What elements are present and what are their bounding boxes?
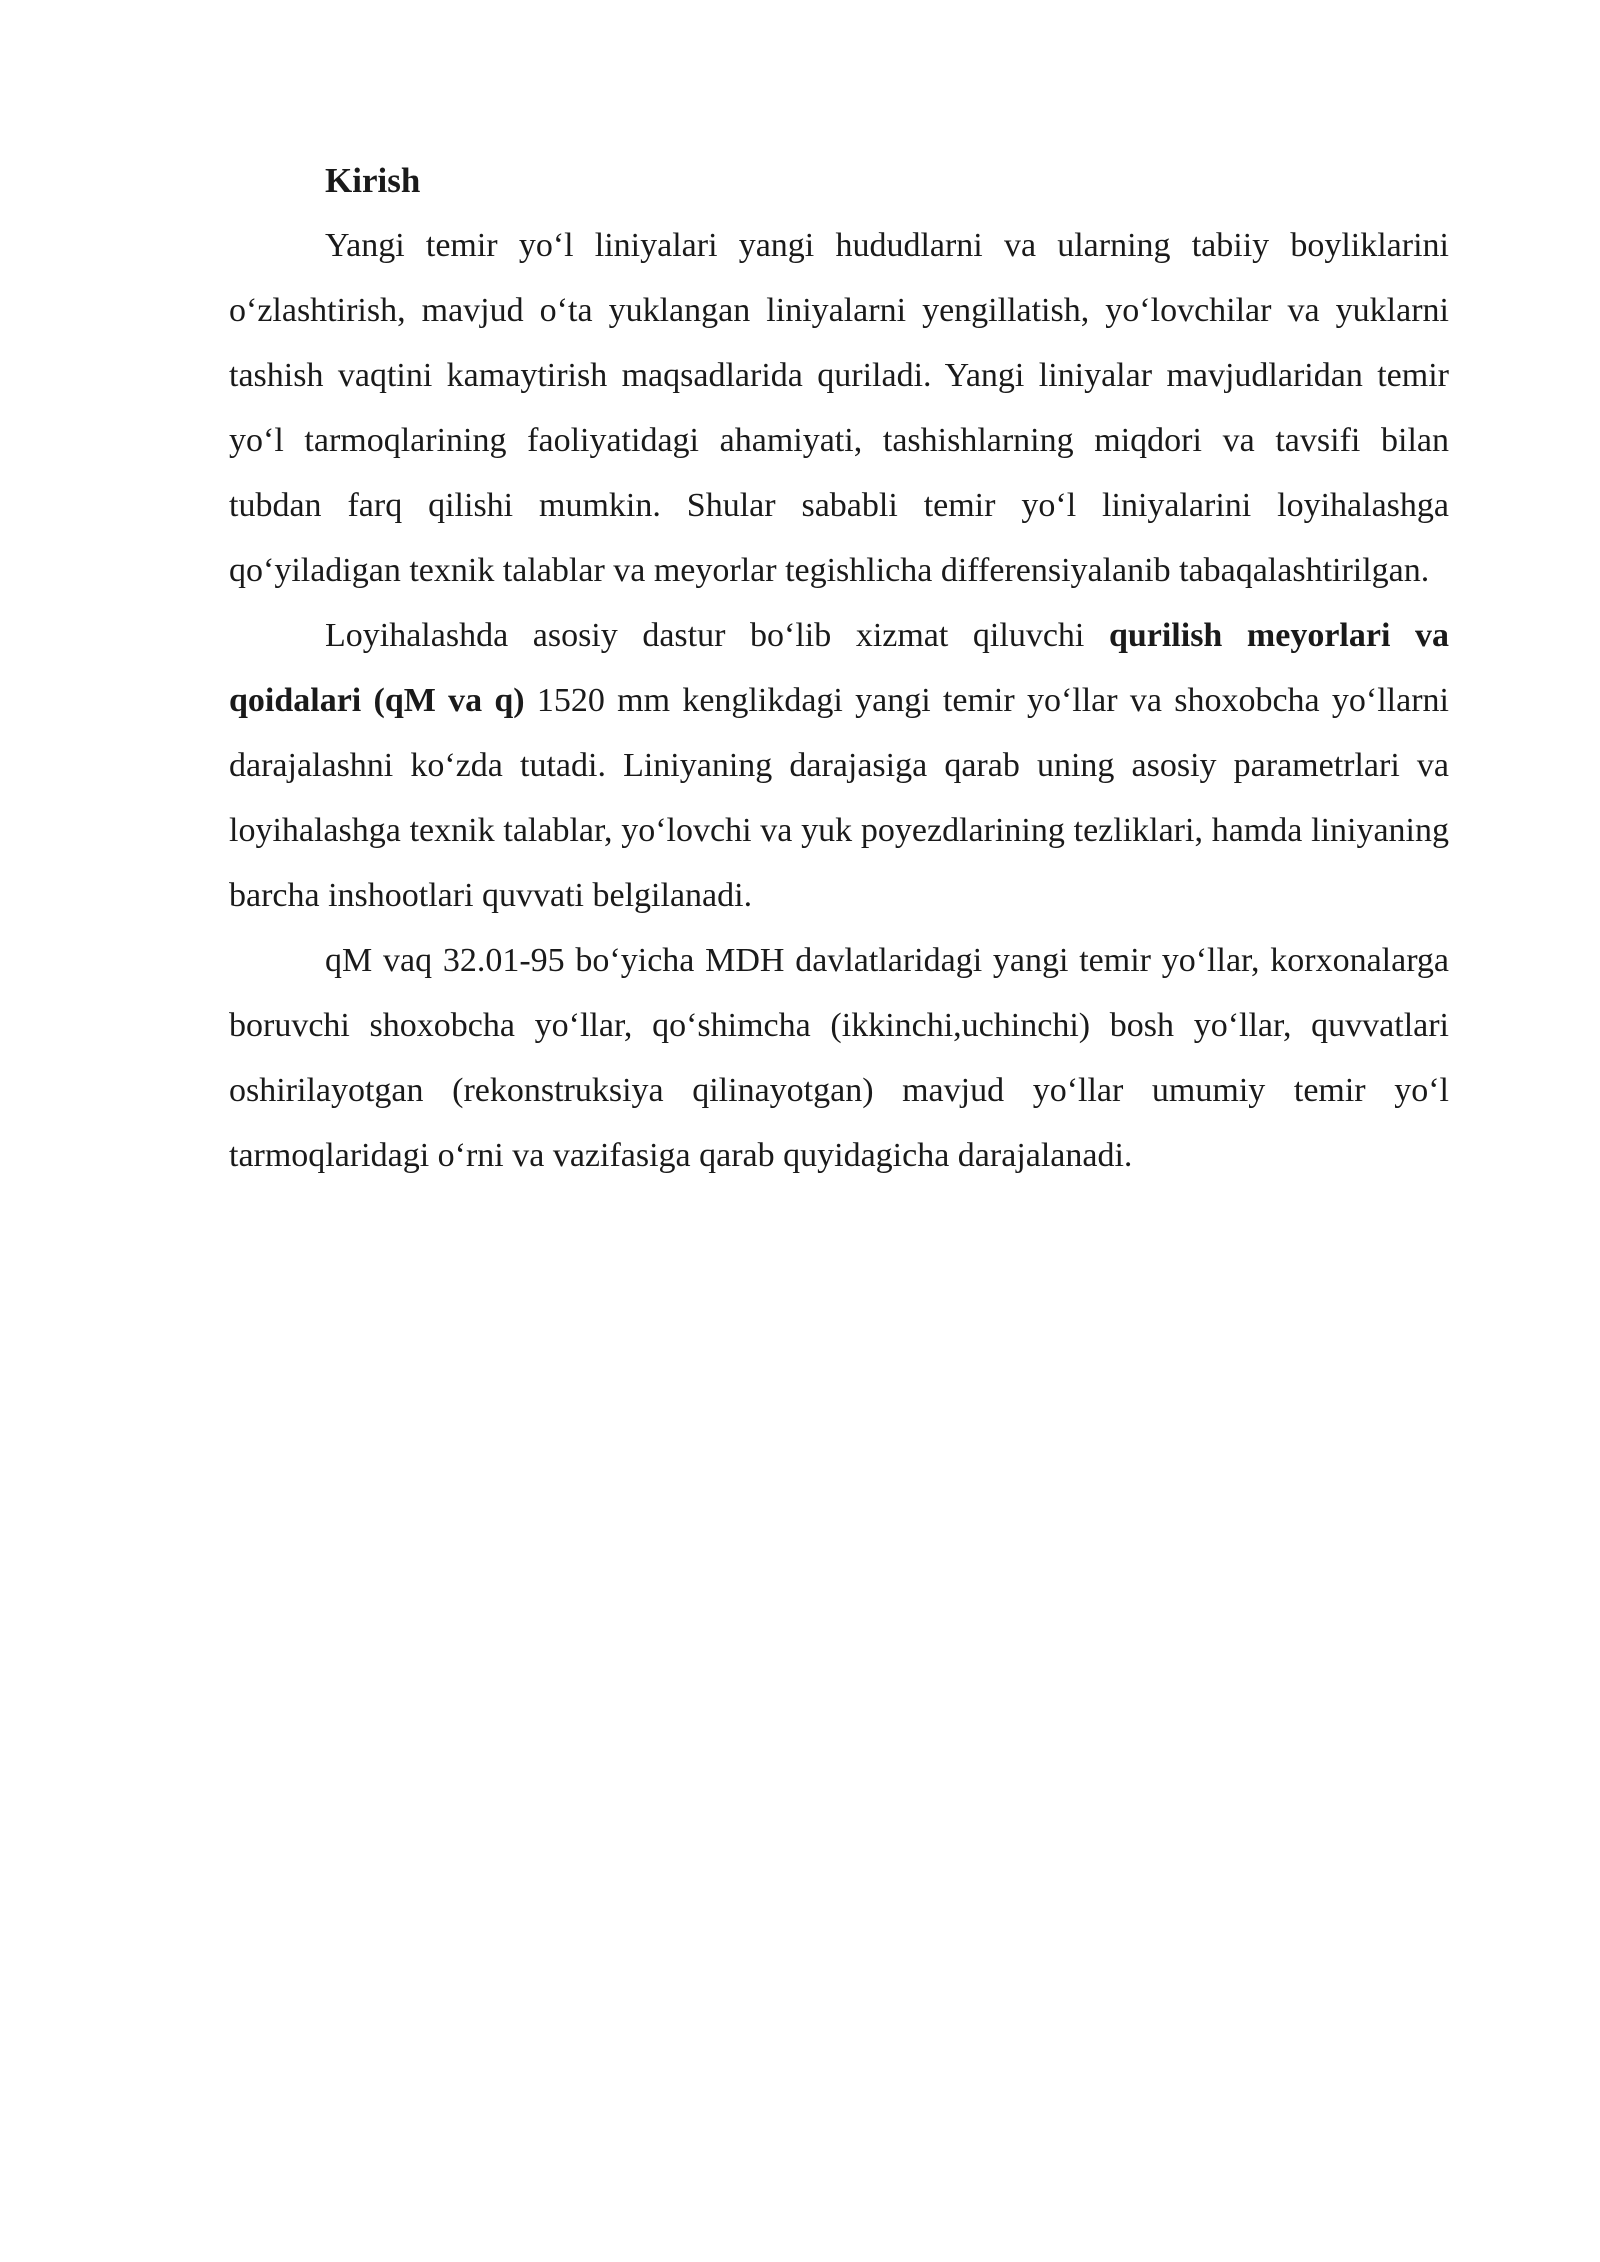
paragraph-standards-rest: 1520 mm kenglikdagi yangi temir yo‘llar va shoxobcha yo‘llarni darajalashni ko‘zda tutadi. Liniyaning darajasiga qarab uning asosiy parametrlari va loyihalashga texnik talablar, yo‘lovchi va yuk poyezdlarining tezliklari, hamda liniyaning barcha inshootlari quvvati belgilanadi. [229, 682, 1449, 914]
paragraph-standards-bold-term: qurilish meyorlari va qoidalari (qM va q) [229, 617, 1450, 719]
paragraph-standards-lead: Loyihalashda asosiy dastur bo‘lib xizmat qiluvchi [325, 617, 1085, 654]
paragraph-intro: Yangi temir yo‘l liniyalari yangi hududlarni va ularning tabiiy boyliklarini o‘zlashtirish, mavjud o‘ta yuklangan liniyalarni yengillatish, yo‘lovchilar va yuklarni tashish vaqtini kamaytirish maqsadlarida quriladi. Yangi liniyalar mavjudlaridan temir yo‘l tarmoqlarining faoliyatidagi ahamiyati, tashishlarning miqdori va tavsifi bilan tubdan farq qilishi mumkin. Shular sababli temir yo‘l liniyalarini loyihalashga qo‘yiladigan texnik talablar va meyorlar tegishlicha differensiyalanib tabaqalashtirilgan. [229, 227, 1449, 589]
section-heading: Kirish [325, 161, 421, 200]
paragraph-standards [229, 603, 1449, 928]
paragraph-classification: qM vaq 32.01-95 bo‘yicha MDH davlatlaridagi yangi temir yo‘llar, korxonalarga boruvchi shoxobcha yo‘llar, qo‘shimcha (ikkinchi,uchinchi) bosh yo‘llar, quvvatlari oshirilayotgan (rekonstruksiya qilinayotgan) mavjud yo‘llar umumiy temir yo‘l tarmoqlaridagi o‘rni va vazifasiga qarab quyidagicha darajalanadi. [229, 942, 1449, 1174]
document-body [229, 148, 1449, 1188]
